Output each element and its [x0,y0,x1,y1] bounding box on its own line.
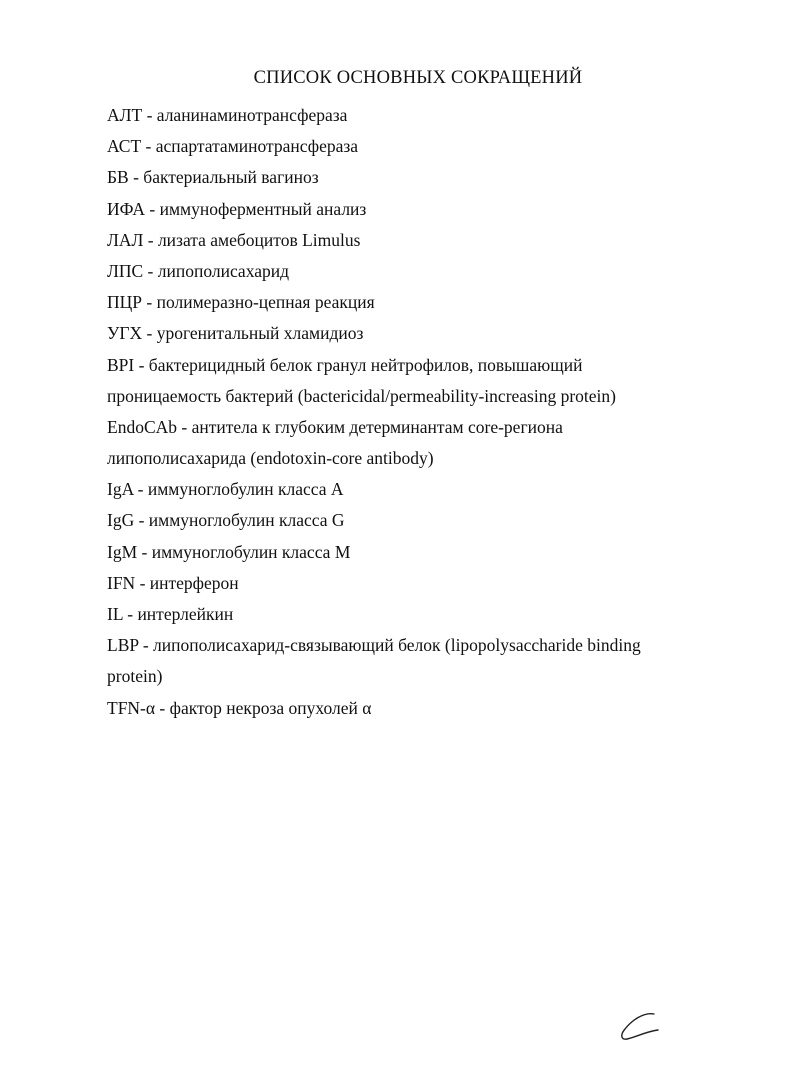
abbreviation-entry [107,287,727,318]
abbreviation-entry [107,256,727,287]
entry-line: TFN-α - фактор некроза опухолей α [107,697,372,718]
entry-line-continued: protein) [107,666,163,687]
abbreviation-entry [107,693,727,724]
entry-line: АЛТ - аланинаминотрансфераза [107,105,348,125]
entry-line: АСТ - аспартатаминотрансфераза [107,136,359,157]
entry-line: БВ - бактериальный вагиноз [107,167,319,188]
entry-line: ЛПС - липополисахарид [107,260,290,281]
entry-line-continued: проницаемость бактерий (bactericidal/permeability-increasing protein) [107,385,616,406]
entry-line: IgA - иммуноглобулин класса A [107,479,344,500]
entry-line: IgG - иммуноглобулин класса G [107,510,345,531]
abbreviation-entry [107,318,727,349]
abbreviation-entry [107,537,727,568]
entry-line: IL - интерлейкин [107,604,234,624]
entry-line: BPI - бактерицидный белок гранул нейтрофилов, повышающий [107,354,583,375]
entry-line: ПЦР - полимеразно-цепная реакция [107,292,375,313]
abbreviation-entry [107,474,727,505]
abbreviation-entry [107,131,727,162]
entry-line: IgM - иммуноглобулин класса M [107,541,351,562]
entry-line-continued: липополисахарида (endotoxin-core antibody) [107,448,434,469]
entry-line: ИФА - иммуноферментный анализ [107,198,367,219]
abbreviation-entry [107,568,727,599]
page-title: СПИСОК ОСНОВНЫХ СОКРАЩЕНИЙ [253,68,583,88]
abbreviation-entry [107,194,727,225]
abbreviation-list [107,100,727,724]
abbreviation-entry [107,100,727,131]
entry-line: ЛАЛ - лизата амебоцитов Limulus [107,229,361,250]
handwritten-signature [618,1010,662,1044]
abbreviation-entry [107,599,727,630]
entry-line: LBP - липополисахарид-связывающий белок (lipopolysaccharide binding [107,635,641,656]
entry-line: EndoCAb - антитела к глубоким детерминантам core-региона [107,416,563,437]
entry-line: УГХ - урогенитальный хламидиоз [107,323,364,344]
abbreviation-entry [107,630,727,692]
abbreviation-entry [107,225,727,256]
abbreviation-entry [107,412,727,474]
abbreviation-entry [107,505,727,536]
entry-line: IFN - интерферон [107,572,239,593]
abbreviation-entry [107,350,727,412]
abbreviation-entry [107,162,727,193]
